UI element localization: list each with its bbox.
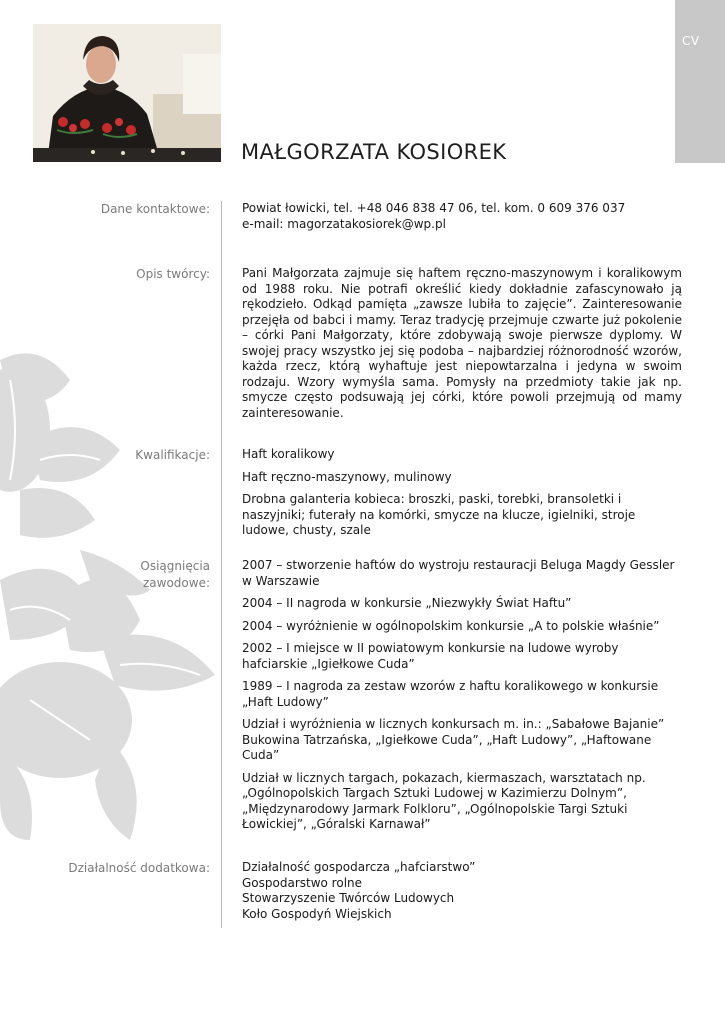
- achievement-item: 2002 – I miejsce w II powiatowym konkursie na ludowe wyroby hafciarskie „Igiełkowe Cuda”: [242, 641, 619, 671]
- qualifications-list: [242, 447, 682, 546]
- description-text: Pani Małgorzata zajmuje się haftem ręczno-maszynowym i koralikowym od 1988 roku. Nie potrafi określić kiedy dokładnie zafascynowało ją rękodzieło. Odkąd pamięta „zawsze lubiła to zajęcie”. Zainteresowanie przejęła od babci i mamy. Teraz tradycję przejmuje czwarte już pokolenie – córki Pani Małgorzaty, które zdobywają swoje pierwsze dyplomy. W swojej pracy wszystko jej się podoba – najbardziej różnorodność wzorów, każda rzecz, którą wyhaftuje jest niepowtarzalna i jedyna w swoim rodzaju. Wzory wymyśla sama. Pomysły na przedmioty takie jak np. smycze często podsuwają jej córki, które powoli przejmują od mamy zainteresowanie.: [242, 266, 682, 420]
- cv-tab: [675, 0, 725, 163]
- qualifications-label: Kwalifikacje:: [135, 448, 210, 462]
- achievement-item: 2004 – wyróżnienie w ogólnopolskim konkursie „A to polskie właśnie”: [242, 618, 660, 633]
- portrait-photo: [33, 24, 221, 162]
- person-name: MAŁGORZATA KOSIOREK: [241, 140, 507, 164]
- achievements-list: [242, 558, 682, 840]
- description-label: Opis twórcy:: [136, 267, 210, 281]
- additional-item: Działalność gospodarcza „hafciarstwo”: [242, 860, 476, 874]
- portrait-illustration: [33, 24, 221, 162]
- contact-label: Dane kontaktowe:: [100, 202, 210, 216]
- additional-item: Koło Gospodyń Wiejskich: [242, 906, 392, 921]
- achievement-item: Udział w licznych targach, pokazach, kiermaszach, warsztatach np. „Ogólnopolskich Targach Sztuki Ludowej w Kazimierzu Dolnym”, „Międzynarodowy Jarmark Folkloru”, „Ogólnopolskie Targi Sztuki Łowickiej”, „Góralski Karnawał”: [242, 770, 646, 831]
- additional-list: [242, 860, 682, 922]
- section-divider: [221, 201, 222, 928]
- additional-item: Stowarzyszenie Twórców Ludowych: [242, 891, 455, 905]
- qualification-item: Haft ręczno-maszynowy, mulinowy: [242, 469, 452, 484]
- achievement-item: 1989 – I nagroda za zestaw wzorów z haftu koralikowego w konkursie „Haft Ludowy”: [242, 679, 659, 709]
- additional-item: Gospodarstwo rolne: [242, 875, 363, 890]
- achievements-label: [140, 558, 210, 592]
- contact-details: [242, 201, 682, 232]
- contact-email: e-mail: magorzatakosiorek@wp.pl: [242, 216, 446, 231]
- achievement-item: Udział i wyróżnienia w licznych konkursach m. in.: „Sabałowe Bajanie” Bukowina Tatrzańska, „Igiełkowe Cuda”, „Haft Ludowy”, „Haftowane Cuda”: [242, 717, 665, 762]
- cv-tab-label: CV: [682, 34, 700, 48]
- achievements-label-line2: zawodowe:: [142, 576, 210, 590]
- achievement-item: 2004 – II nagroda w konkursie „Niezwykły Świat Haftu”: [242, 596, 572, 610]
- contact-address-phone: Powiat łowicki, tel. +48 046 838 47 06, tel. kom. 0 609 376 037: [242, 201, 626, 215]
- achievement-item: 2007 – stworzenie haftów do wystroju restauracji Beluga Magdy Gessler w Warszawie: [242, 558, 675, 588]
- qualification-item: Haft koralikowy: [242, 447, 335, 461]
- achievements-label-line1: Osiągnięcia: [140, 559, 210, 573]
- qualification-item: Drobna galanteria kobieca: broszki, paski, torebki, bransoletki i naszyjniki; futerały na komórki, smycze na klucze, igielniki, stroje ludowe, chusty, szale: [242, 492, 636, 537]
- additional-label: Działalność dodatkowa:: [68, 861, 210, 875]
